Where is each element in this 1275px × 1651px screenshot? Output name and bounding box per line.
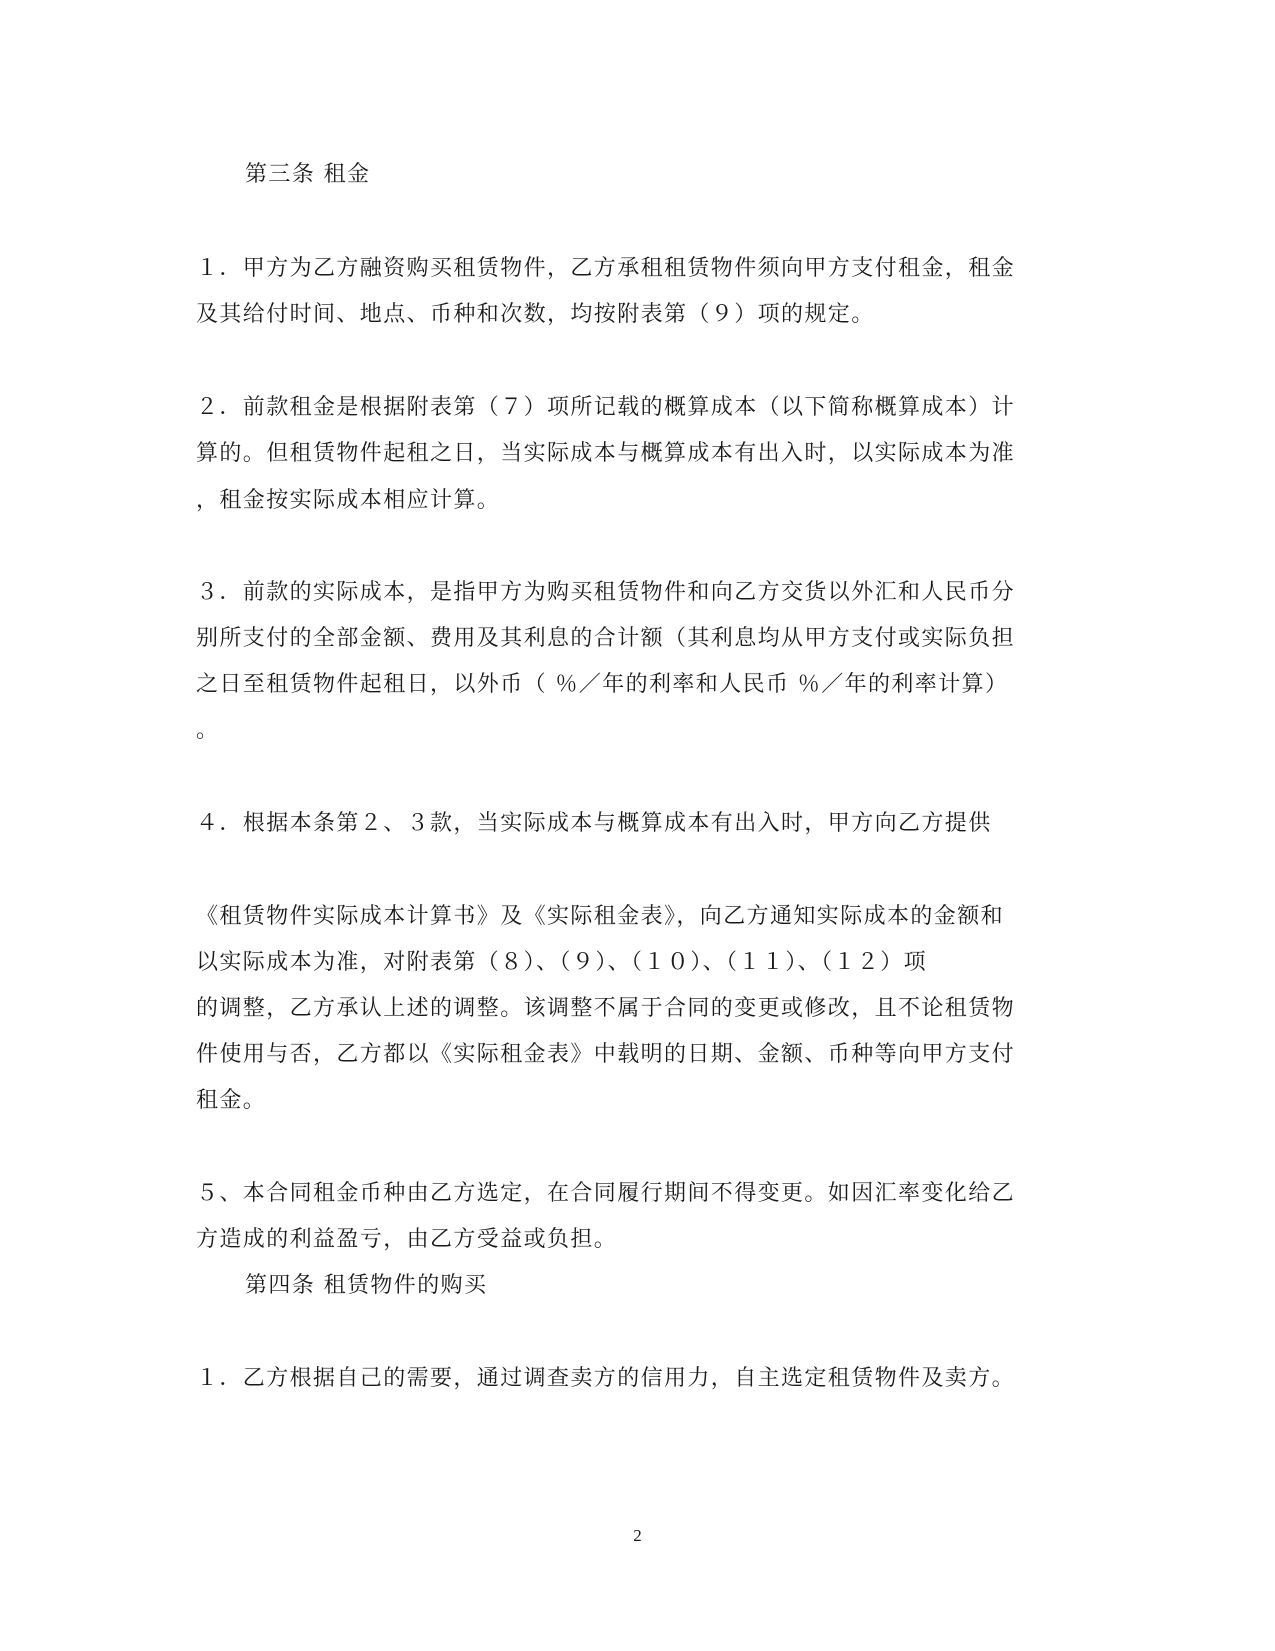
paragraph-line: 别所支付的全部金额、费用及其利息的合计额（其利息均从甲方支付或实际负担	[196, 626, 1016, 651]
article-3-heading: 第三条 租金	[245, 162, 371, 187]
paragraph-line: 租金。	[196, 1088, 267, 1113]
paragraph-line: 《租赁物件实际成本计算书》及《实际租金表》，向乙方通知实际成本的金额和	[196, 904, 1005, 929]
paragraph-line: 之日至租赁物件起租日，以外币（ ％／年的利率和人民币 ％／年的利率计算）	[196, 672, 1009, 697]
paragraph-line: ４．根据本条第２、３款，当实际成本与概算成本有出入时，甲方向乙方提供	[196, 811, 992, 836]
paragraph-line: １．甲方为乙方融资购买租赁物件，乙方承租租赁物件须向甲方支付租金，租金	[196, 256, 1016, 281]
paragraph-line: 以实际成本为准，对附表第（８）、（９）、（１０）、（１１）、（１２）项	[196, 950, 928, 975]
paragraph-line: １．乙方根据自己的需要，通过调查卖方的信用力，自主选定租赁物件及卖方。	[196, 1366, 1016, 1391]
page-number: 2	[633, 1526, 642, 1545]
paragraph-line: ５、本合同租金币种由乙方选定，在合同履行期间不得变更。如因汇率变化给乙	[196, 1181, 1016, 1206]
paragraph-line: ，租金按实际成本相应计算。	[196, 488, 501, 513]
paragraph-line: 的调整，乙方承认上述的调整。该调整不属于合同的变更或修改，且不论租赁物	[196, 996, 1016, 1021]
paragraph-line: 。	[196, 718, 220, 743]
paragraph-line: ３．前款的实际成本，是指甲方为购买租赁物件和向乙方交货以外汇和人民币分	[196, 580, 1016, 605]
paragraph-line: 算的。但租赁物件起租之日，当实际成本与概算成本有出入时，以实际成本为准	[196, 441, 1016, 466]
paragraph-line: ２．前款租金是根据附表第（７）项所记载的概算成本（以下简称概算成本）计	[196, 395, 1016, 420]
paragraph-line: 及其给付时间、地点、币种和次数，均按附表第（９）项的规定。	[196, 302, 875, 327]
article-4-heading: 第四条 租赁物件的购买	[245, 1273, 488, 1298]
paragraph-line: 件使用与否，乙方都以《实际租金表》中载明的日期、金额、币种等向甲方支付	[196, 1042, 1016, 1067]
paragraph-line: 方造成的利益盈亏，由乙方受益或负担。	[196, 1227, 618, 1252]
